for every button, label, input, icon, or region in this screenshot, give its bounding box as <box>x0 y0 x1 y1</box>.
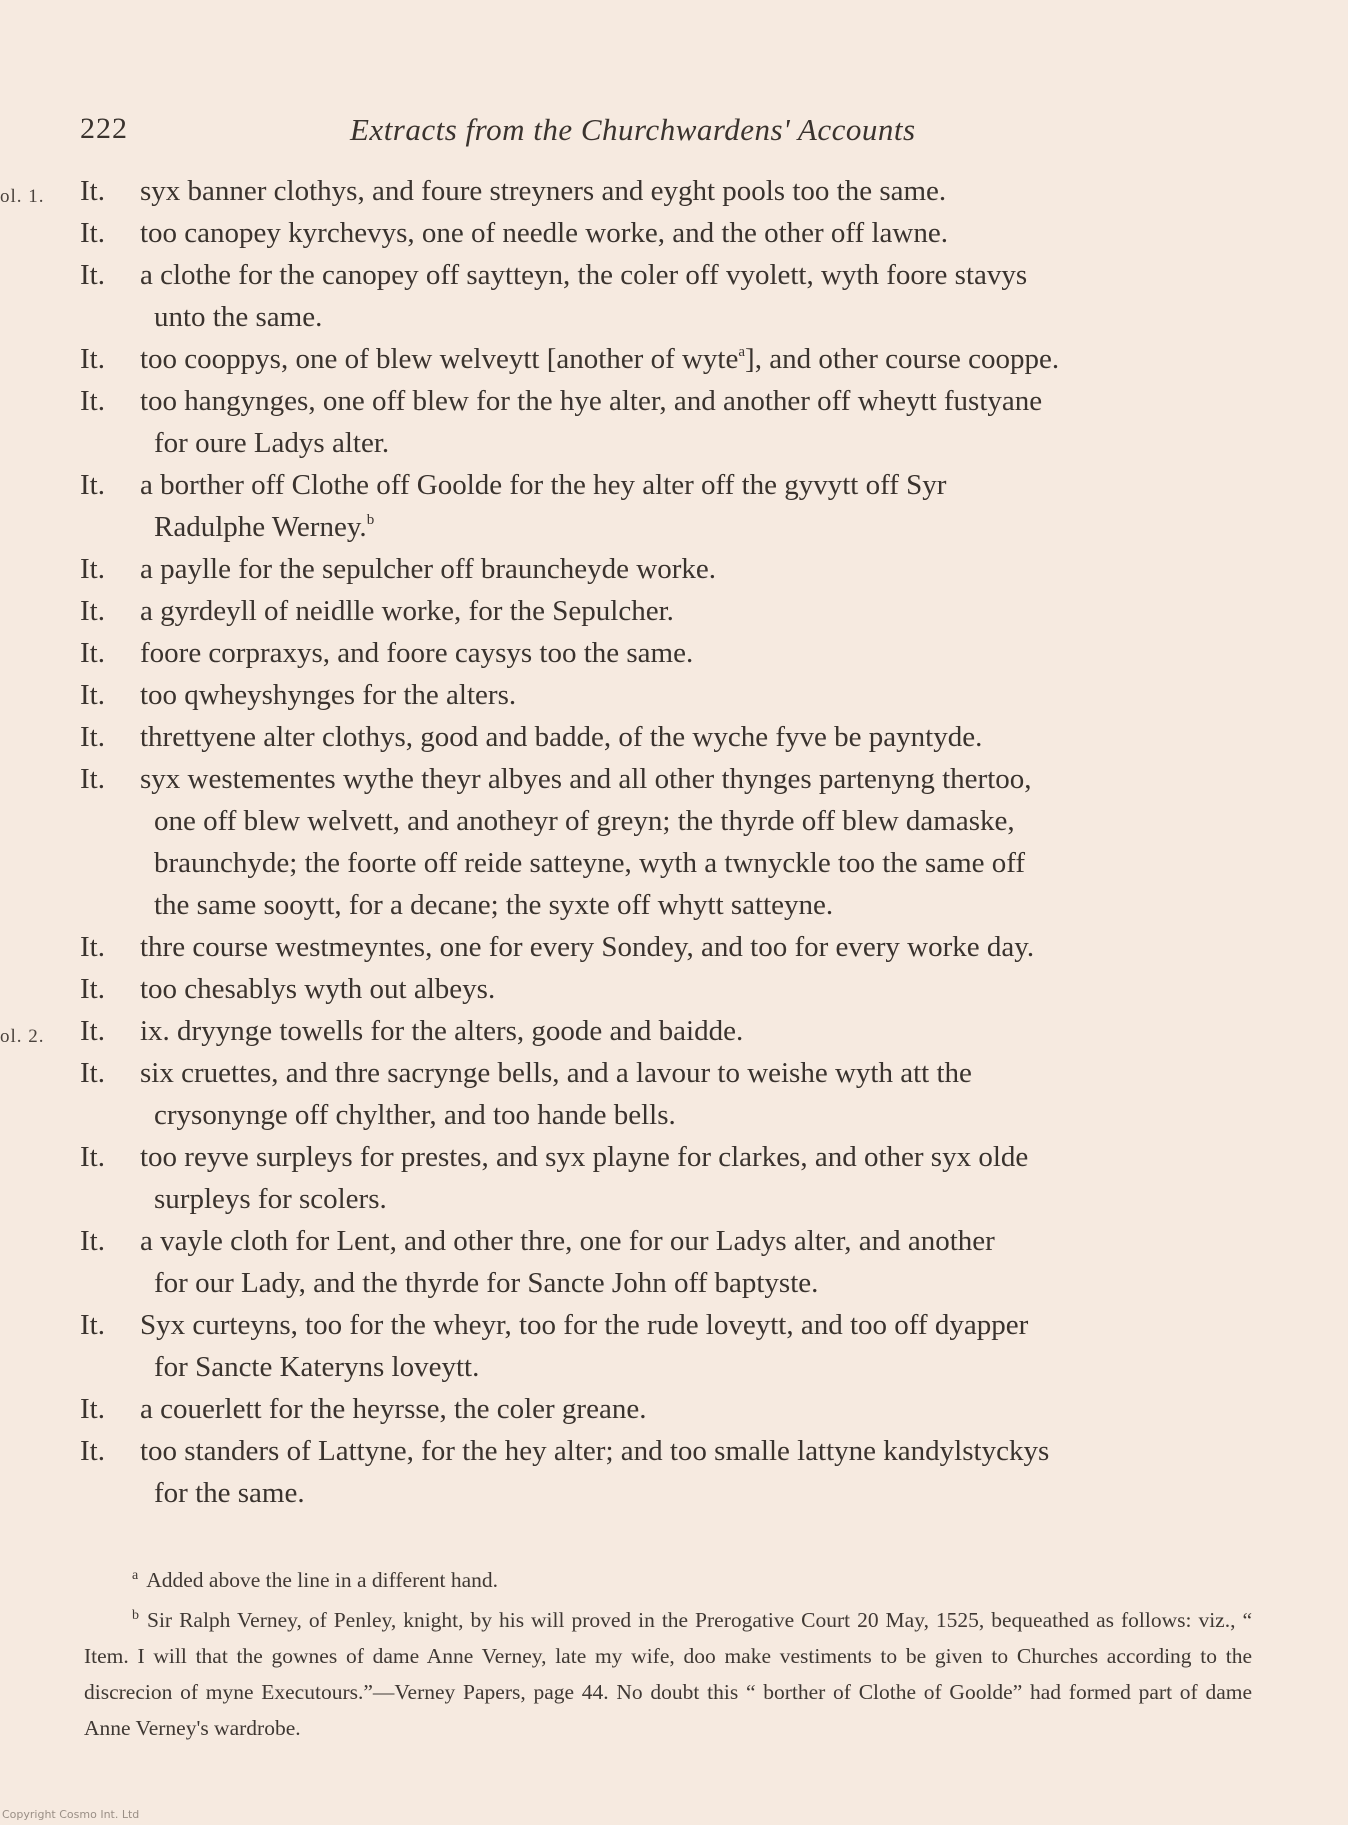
item-marker: It. <box>80 1393 105 1425</box>
item-marker: It. <box>80 595 105 627</box>
item-marker: It. <box>80 973 105 1005</box>
entry-continuation: the same sooytt, for a decane; the syxte off whytt satteyne. <box>154 889 834 921</box>
entry-continuation: for our Lady, and the thyrde for Sancte John off baptyste. <box>154 1267 819 1299</box>
item-marker: It. <box>80 1225 105 1257</box>
entry-continuation: surpleys for scolers. <box>154 1183 387 1215</box>
item-marker: It. <box>80 553 105 585</box>
entry-text: a clothe for the canopey off saytteyn, the coler off vyolett, wyth foore stavys <box>140 259 1028 291</box>
item-marker: It. <box>80 1309 105 1341</box>
entry-continuation: one off blew welvett, and anotheyr of greyn; the thyrde off blew damaske, <box>154 805 1015 837</box>
item-marker: It. <box>80 469 105 501</box>
entry-text: Syx curteyns, too for the wheyr, too for the rude loveytt, and too off dyapper <box>140 1309 1029 1341</box>
entry-text: threttyene alter clothys, good and badde, of the wyche fyve be payntyde. <box>140 721 983 753</box>
item-marker: It. <box>80 1057 105 1089</box>
footnote-text: Sir Ralph Verney, of Penley, knight, by his will proved in the Prerogative Court 20 May, 1525, bequeathed as follows: viz., “ Item. I will that the gownes of dame Anne Verney, late my wife, doo make vestiments to be given to Churches according to the discrecion of myne Executours.”—Verney Papers, page 44. No doubt this “ borther of Clothe of Goolde” had formed part of dame Anne Verney's wardrobe. <box>84 1608 1252 1741</box>
entry-text: too cooppys, one of blew welveytt [another of wyte$^a$], and other course cooppe. <box>140 343 1060 375</box>
entry-continuation: for oure Ladys alter. <box>154 427 390 459</box>
list-item <box>0 1052 1348 1136</box>
footnote-ref-b: b <box>366 512 375 528</box>
item-marker: It. <box>80 343 105 375</box>
list-item <box>0 254 1348 338</box>
list-item <box>0 674 1348 716</box>
copyright-watermark: Copyright Cosmo Int. Ltd <box>2 1808 140 1821</box>
entry-text: too chesablys wyth out albeys. <box>140 973 496 1005</box>
item-marker: It. <box>80 721 105 753</box>
entry-text: foore corpraxys, and foore caysys too the same. <box>140 637 694 669</box>
item-marker: It. <box>80 259 105 291</box>
list-item <box>0 1430 1348 1514</box>
entry-text: a couerlett for the heyrsse, the coler greane. <box>140 1393 647 1425</box>
item-marker: It. <box>80 1435 105 1467</box>
entry-text: six cruettes, and thre sacrynge bells, and a lavour to weishe wyth att the <box>140 1057 972 1089</box>
list-item <box>0 926 1348 968</box>
list-item <box>0 212 1348 254</box>
entry-continuation: for Sancte Kateryns loveytt. <box>154 1351 480 1383</box>
list-item <box>0 632 1348 674</box>
entry-text: syx banner clothys, and foure streyners and eyght pools too the same. <box>140 175 947 207</box>
entry-text: thre course westmeyntes, one for every Sondey, and too for every worke day. <box>140 931 1035 963</box>
footnote-mark: a <box>132 1568 139 1583</box>
item-marker: It. <box>80 385 105 417</box>
item-marker: It. <box>80 217 105 249</box>
margin-note-fol-1: ol. 1. <box>0 186 45 207</box>
entry-text: too canopey kyrchevys, one of needle worke, and the other off lawne. <box>140 217 948 249</box>
item-marker: It. <box>80 679 105 711</box>
list-item <box>0 590 1348 632</box>
inventory-list <box>0 170 1348 1514</box>
footnote-text: Added above the line in a different hand. <box>146 1568 499 1593</box>
list-item <box>0 968 1348 1010</box>
list-item <box>0 758 1348 926</box>
entry-continuation: crysonynge off chylther, and too hande bells. <box>154 1099 676 1131</box>
page-number: 222 <box>80 112 128 145</box>
list-item <box>0 548 1348 590</box>
list-item <box>0 716 1348 758</box>
list-item <box>0 1220 1348 1304</box>
entry-text: a vayle cloth for Lent, and other thre, one for our Ladys alter, and another <box>140 1225 995 1257</box>
footnote-mark: b <box>132 1608 139 1624</box>
item-marker: It. <box>80 637 105 669</box>
entry-continuation: Radulphe Werney.$^b$ <box>154 511 375 543</box>
entry-text: a paylle for the sepulcher off brauncheyde worke. <box>140 553 716 585</box>
list-item <box>0 1136 1348 1220</box>
entry-text: a gyrdeyll of neidlle worke, for the Sepulcher. <box>140 595 674 627</box>
item-marker: It. <box>80 1141 105 1173</box>
item-marker: It. <box>80 1015 105 1047</box>
list-item <box>0 1304 1348 1388</box>
entry-continuation: for the same. <box>154 1477 305 1509</box>
entry-text: too qwheyshynges for the alters. <box>140 679 517 711</box>
item-marker: It. <box>80 763 105 795</box>
entry-text: a borther off Clothe off Goolde for the hey alter off the gyvytt off Syr <box>140 469 947 501</box>
list-item <box>0 338 1348 380</box>
item-marker: It. <box>80 175 105 207</box>
footnote-ref-a: a <box>738 344 746 360</box>
running-title: Extracts from the Churchwardens' Accounts <box>350 112 916 147</box>
entry-text: too hangynges, one off blew for the hye alter, and another off wheytt fustyane <box>140 385 1043 417</box>
entry-continuation: unto the same. <box>154 301 323 333</box>
entry-text: too standers of Lattyne, for the hey alter; and too smalle lattyne kandylstyckys <box>140 1435 1050 1467</box>
footnote-a <box>84 1558 1252 1598</box>
footnotes <box>84 1558 1252 1746</box>
list-item <box>0 1010 1348 1052</box>
entry-text: too reyve surpleys for prestes, and syx playne for clarkes, and other syx olde <box>140 1141 1029 1173</box>
margin-note-fol-2: ol. 2. <box>0 1026 45 1047</box>
footnote-b <box>84 1598 1252 1746</box>
list-item <box>0 1388 1348 1430</box>
item-marker: It. <box>80 931 105 963</box>
list-item <box>0 170 1348 212</box>
entry-text: ix. dryynge towells for the alters, goode and baidde. <box>140 1015 744 1047</box>
list-item <box>0 464 1348 548</box>
list-item <box>0 380 1348 464</box>
page-header <box>80 112 1250 152</box>
entry-text: syx westementes wythe theyr albyes and all other thynges partenyng thertoo, <box>140 763 1032 795</box>
entry-continuation: braunchyde; the foorte off reide satteyne, wyth a twnyckle too the same off <box>154 847 1026 879</box>
